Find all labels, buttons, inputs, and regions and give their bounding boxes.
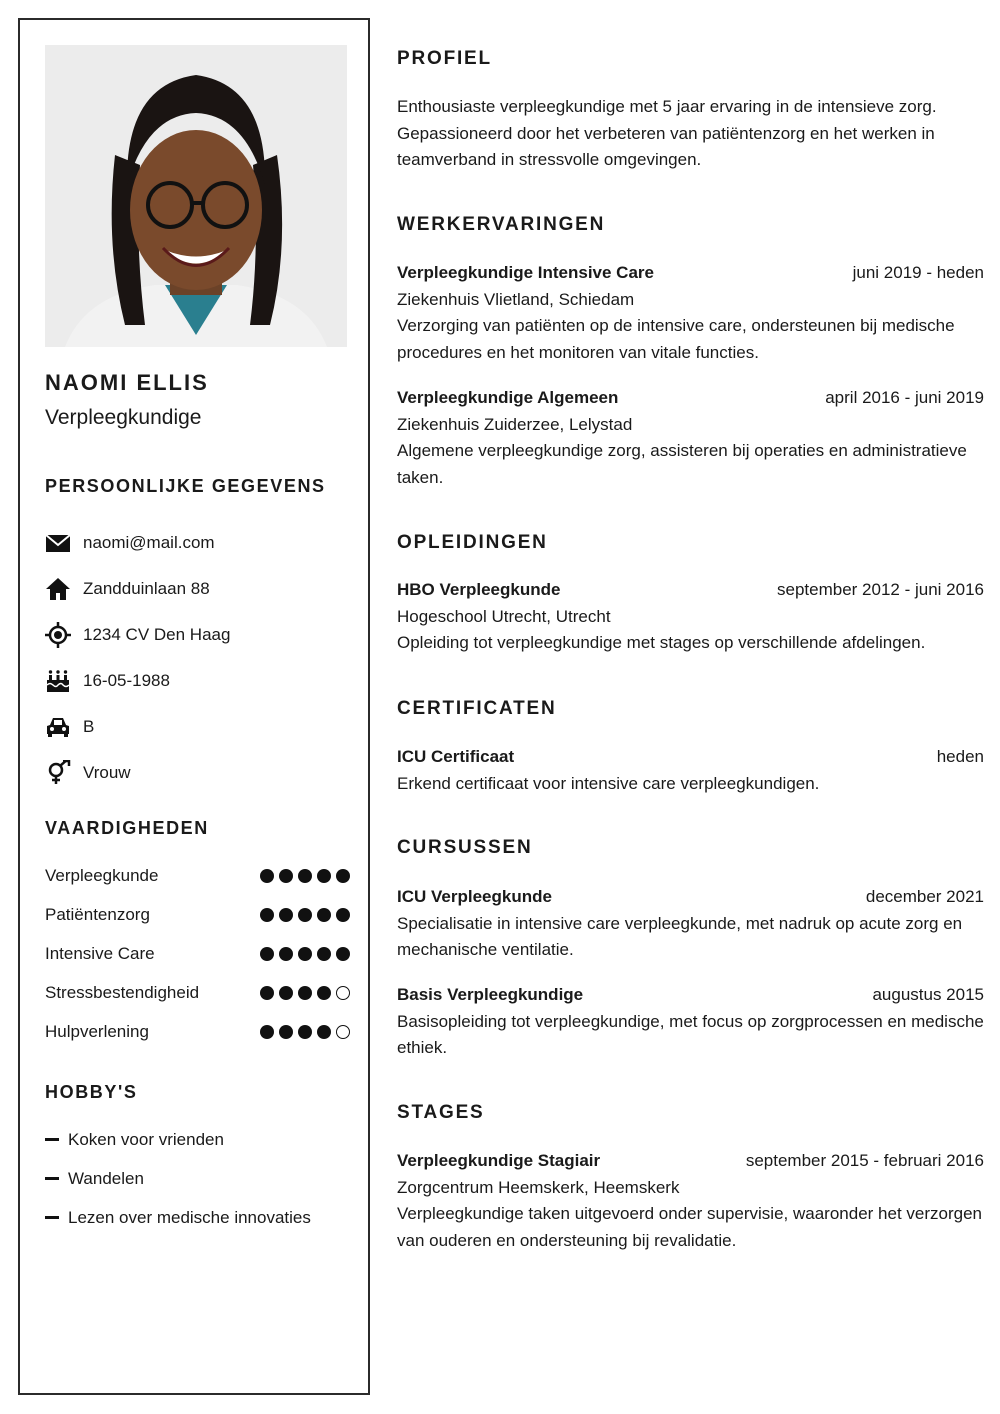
rating-dot-filled (279, 986, 293, 1000)
contact-birthdate (45, 658, 355, 704)
education-entry (397, 577, 984, 657)
entry-place: Ziekenhuis Zuiderzee, Lelystad (397, 414, 633, 434)
work-heading: WERKERVARINGEN (397, 214, 606, 235)
skill-rating (260, 986, 350, 1000)
rating-dot-filled (317, 1025, 331, 1039)
hobby-item (45, 1159, 355, 1198)
skill-label: Stressbestendigheid (45, 982, 200, 1002)
certificate-entry (397, 744, 984, 797)
internships-heading: STAGES (397, 1102, 485, 1123)
skills-heading: VAARDIGHEDEN (45, 818, 209, 838)
entry-place: Ziekenhuis Vlietland, Schiedam (397, 289, 635, 309)
internship-entry (397, 1148, 984, 1254)
entry-title: HBO Verpleegkunde (397, 580, 561, 599)
email-text: naomi@mail.com (83, 533, 215, 552)
skill-label: Intensive Care (45, 943, 155, 963)
rating-dot-filled (260, 947, 274, 961)
rating-dot-filled (298, 1025, 312, 1039)
skill-label: Patiëntenzorg (45, 904, 150, 924)
entry-date: heden (936, 747, 984, 766)
entry-date: juni 2019 - heden (852, 263, 984, 282)
entry-date: april 2016 - juni 2019 (825, 388, 984, 407)
contact-city (45, 612, 355, 658)
gender-text: Vrouw (83, 763, 131, 782)
skill-rating (260, 947, 350, 961)
gender-icon (45, 760, 71, 786)
job-title: Verpleegkundige (45, 406, 202, 429)
entry-title: ICU Verpleegkunde (397, 887, 552, 906)
rating-dot-filled (260, 1025, 274, 1039)
rating-dot-filled (317, 869, 331, 883)
entry-description: Specialisatie in intensive care verpleegkunde, met nadruk op acute zorg en mechanische ventilatie. (397, 913, 963, 959)
rating-dot-filled (298, 869, 312, 883)
profile-text: Enthousiaste verpleegkundige met 5 jaar ervaring in de intensieve zorg. Gepassioneerd door het verbeteren van patiëntenzorg en het werken in teamverband in stressvolle omgevingen. (397, 97, 937, 169)
rating-dot-empty (336, 986, 350, 1000)
hobbies-list (45, 1120, 355, 1237)
car-icon (45, 714, 71, 740)
skills-list (45, 856, 350, 1051)
rating-dot-filled (279, 869, 293, 883)
entry-date: december 2021 (865, 887, 984, 906)
rating-dot-filled (336, 869, 350, 883)
city-text: 1234 CV Den Haag (83, 625, 231, 644)
hobby-text: Koken voor vrienden (68, 1129, 224, 1149)
rating-dot-filled (317, 986, 331, 1000)
profile-heading: PROFIEL (397, 48, 492, 69)
rating-dot-filled (336, 908, 350, 922)
rating-dot-empty (336, 1025, 350, 1039)
rating-dot-filled (298, 947, 312, 961)
dash-icon (45, 1138, 59, 1141)
hobby-item (45, 1198, 355, 1237)
skill-row (45, 973, 350, 1012)
entry-date: september 2015 - februari 2016 (745, 1151, 984, 1170)
entry-description: Erkend certificaat voor intensive care verpleegkundigen. (397, 773, 820, 793)
entry-date: augustus 2015 (872, 985, 984, 1004)
location-target-icon (45, 622, 71, 648)
rating-dot-filled (260, 869, 274, 883)
sidebar (18, 18, 370, 1395)
rating-dot-filled (279, 908, 293, 922)
rating-dot-filled (260, 986, 274, 1000)
entry-title: Verpleegkundige Stagiair (397, 1151, 601, 1170)
entry-description: Algemene verpleegkundige zorg, assisteren bij operaties en administratieve taken. (397, 441, 967, 487)
contact-address (45, 566, 355, 612)
skill-rating (260, 869, 350, 883)
course-entry (397, 884, 984, 964)
dash-icon (45, 1216, 59, 1219)
hobby-text: Wandelen (68, 1168, 144, 1188)
entry-title: ICU Certificaat (397, 747, 515, 766)
contact-email (45, 520, 355, 566)
certificates-heading: CERTIFICATEN (397, 698, 557, 719)
birthday-cake-icon (45, 668, 71, 694)
entry-title: Verpleegkundige Intensive Care (397, 263, 654, 282)
rating-dot-filled (298, 908, 312, 922)
skill-row (45, 895, 350, 934)
entry-description: Verzorging van patiënten op de intensive care, ondersteunen bij medische procedures en het monitoren van vitale functies. (397, 316, 955, 362)
entry-title: Basis Verpleegkundige (397, 985, 584, 1004)
skill-label: Verpleegkunde (45, 865, 159, 885)
personal-details-heading: PERSOONLIJKE GEGEVENS (45, 476, 326, 496)
education-heading: OPLEIDINGEN (397, 532, 548, 553)
hobby-text: Lezen over medische innovaties (68, 1207, 311, 1227)
skill-row (45, 856, 350, 895)
address-text: Zandduinlaan 88 (83, 579, 210, 598)
skill-row (45, 1012, 350, 1051)
person-name: NAOMI ELLIS (45, 370, 209, 395)
hobbies-heading: HOBBY'S (45, 1082, 138, 1102)
skill-rating (260, 1025, 350, 1039)
rating-dot-filled (298, 986, 312, 1000)
contact-license (45, 704, 355, 750)
entry-place: Zorgcentrum Heemskerk, Heemskerk (397, 1177, 680, 1197)
rating-dot-filled (317, 908, 331, 922)
dash-icon (45, 1177, 59, 1180)
hobby-item (45, 1120, 355, 1159)
entry-description: Basisopleiding tot verpleegkundige, met focus op zorgprocessen en medische ethiek. (397, 1011, 984, 1057)
home-icon (45, 576, 71, 602)
work-entry (397, 385, 984, 491)
entry-description: Verpleegkundige taken uitgevoerd onder supervisie, waaronder het verzorgen van ouderen en ondersteuning bij revalidatie. (397, 1204, 982, 1250)
rating-dot-filled (279, 1025, 293, 1039)
skill-rating (260, 908, 350, 922)
entry-description: Opleiding tot verpleegkundige met stages op verschillende afdelingen. (397, 633, 926, 652)
work-entry (397, 260, 984, 366)
contact-gender (45, 750, 355, 796)
entry-title: Verpleegkundige Algemeen (397, 388, 619, 407)
license-text: B (83, 717, 95, 736)
course-entry (397, 982, 984, 1062)
rating-dot-filled (336, 947, 350, 961)
envelope-icon (45, 530, 71, 556)
contact-list (45, 520, 355, 796)
rating-dot-filled (317, 947, 331, 961)
entry-place: Hogeschool Utrecht, Utrecht (397, 606, 611, 626)
birthdate-text: 16-05-1988 (83, 671, 170, 690)
rating-dot-filled (279, 947, 293, 961)
skill-row (45, 934, 350, 973)
rating-dot-filled (260, 908, 274, 922)
entry-date: september 2012 - juni 2016 (777, 580, 984, 599)
courses-heading: CURSUSSEN (397, 837, 533, 858)
skill-label: Hulpverlening (45, 1021, 149, 1041)
profile-photo (45, 45, 347, 347)
